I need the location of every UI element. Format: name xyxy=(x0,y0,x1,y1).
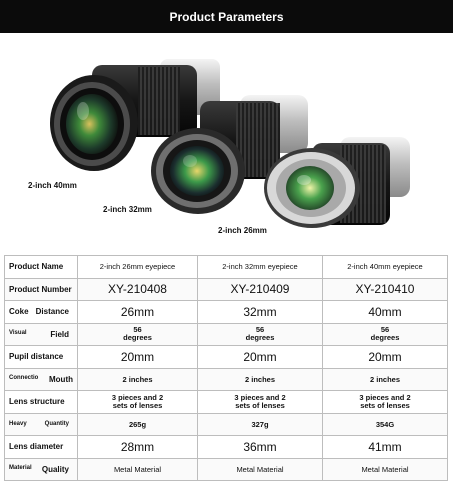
row-label xyxy=(5,458,78,481)
table-row xyxy=(5,391,448,414)
row-label: Pupil distance xyxy=(5,346,78,369)
cell: 20mm xyxy=(78,346,198,369)
page-title: Product Parameters xyxy=(0,0,453,33)
cell: 327g xyxy=(198,413,323,436)
row-label: Product Name xyxy=(5,256,78,279)
cell: 32mm xyxy=(198,301,323,324)
cell xyxy=(323,391,448,414)
row-label: Lens structure xyxy=(5,391,78,414)
cell-line: sets of lenses xyxy=(235,400,285,410)
spec-table xyxy=(4,255,448,481)
caption-32mm: 2-inch 32mm xyxy=(103,205,152,214)
cell: 2 inches xyxy=(323,368,448,391)
cell-line: 56 xyxy=(255,325,265,335)
product-photo xyxy=(0,33,453,247)
cell: 28mm xyxy=(78,436,198,459)
cell xyxy=(198,391,323,414)
cell-line: 3 pieces and 2 xyxy=(111,392,164,402)
table-row xyxy=(5,278,448,301)
cell-line: 56 xyxy=(380,325,390,335)
table-row xyxy=(5,413,448,436)
table-row xyxy=(5,323,448,346)
cell-line: sets of lenses xyxy=(112,400,163,410)
cell xyxy=(198,323,323,346)
cell: XY-210409 xyxy=(198,278,323,301)
cell-line: 56 xyxy=(133,325,142,335)
cell-line: degrees xyxy=(123,333,152,343)
eyepieces-illustration xyxy=(0,33,453,247)
row-label xyxy=(5,301,78,324)
label-part: Quality xyxy=(41,464,69,474)
cell-line: degrees xyxy=(245,333,275,343)
label-part: Material xyxy=(9,464,32,471)
label-part: Quantity xyxy=(44,421,69,428)
label-part: Mouth xyxy=(49,374,73,384)
label-part: Distance xyxy=(35,307,69,317)
label-part: Heavy xyxy=(9,421,27,428)
label-part: Field xyxy=(50,329,69,339)
row-label: Product Number xyxy=(5,278,78,301)
cell: 354G xyxy=(323,413,448,436)
cell-line: sets of lenses xyxy=(360,400,410,410)
cell xyxy=(78,323,198,346)
cell-line: degrees xyxy=(370,333,400,343)
header-cell: 2-inch 26mm eyepiece xyxy=(78,256,198,279)
table-row xyxy=(5,458,448,481)
row-label: Lens diameter xyxy=(5,436,78,459)
cell xyxy=(323,323,448,346)
header-cell: 2-inch 40mm eyepiece xyxy=(323,256,448,279)
cell-line: 3 pieces and 2 xyxy=(359,392,411,402)
caption-40mm: 2-inch 40mm xyxy=(28,181,77,190)
cell: 40mm xyxy=(323,301,448,324)
cell: Metal Material xyxy=(198,458,323,481)
cell: 2 inches xyxy=(78,368,198,391)
cell xyxy=(78,391,198,414)
cell: 20mm xyxy=(323,346,448,369)
label-part: Visual xyxy=(9,329,27,336)
cell: 36mm xyxy=(198,436,323,459)
cell: 41mm xyxy=(323,436,448,459)
cell: 265g xyxy=(78,413,198,436)
cell-line: 3 pieces and 2 xyxy=(234,392,286,402)
table-row xyxy=(5,256,448,279)
cell: XY-210408 xyxy=(78,278,198,301)
cell: 2 inches xyxy=(198,368,323,391)
cell: Metal Material xyxy=(78,458,198,481)
header-cell: 2-inch 32mm eyepiece xyxy=(198,256,323,279)
row-label xyxy=(5,323,78,346)
row-label xyxy=(5,413,78,436)
cell: Metal Material xyxy=(323,458,448,481)
label-part: Connectio xyxy=(9,374,39,381)
cell: 26mm xyxy=(78,301,198,324)
cell: 20mm xyxy=(198,346,323,369)
caption-26mm: 2-inch 26mm xyxy=(218,226,267,235)
row-label xyxy=(5,368,78,391)
table-row xyxy=(5,301,448,324)
table-row xyxy=(5,436,448,459)
table-row xyxy=(5,346,448,369)
table-row xyxy=(5,368,448,391)
label-part: Coke xyxy=(9,307,29,317)
cell: XY-210410 xyxy=(323,278,448,301)
